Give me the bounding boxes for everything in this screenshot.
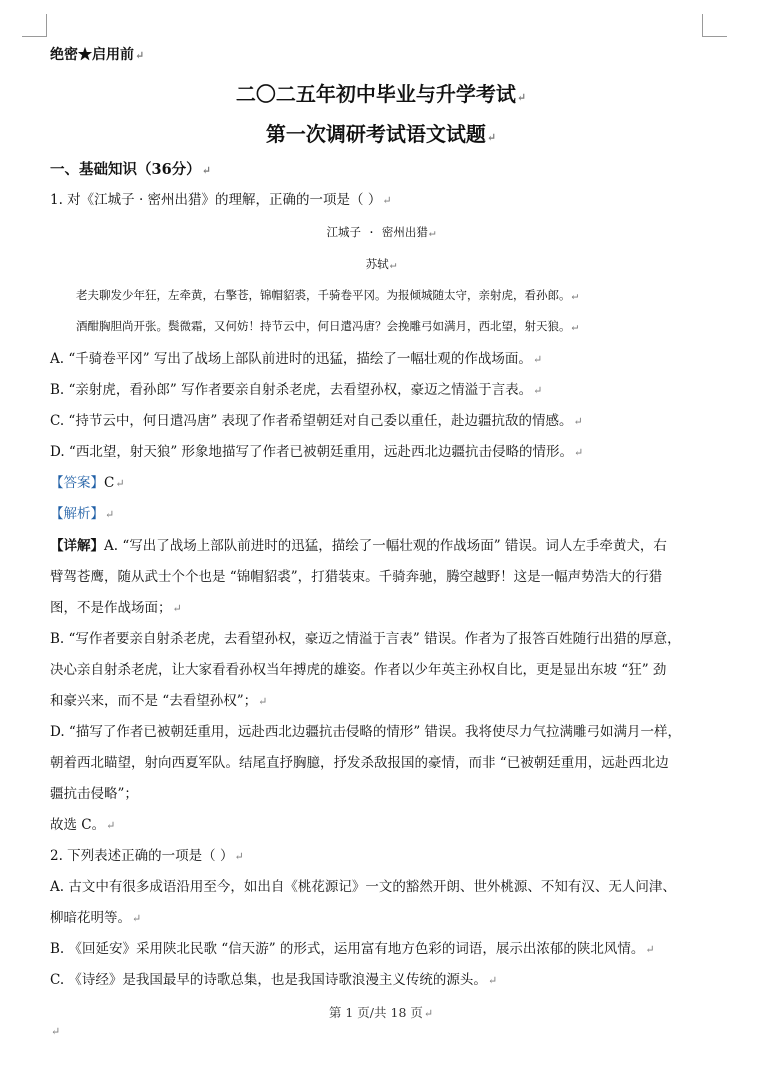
detail-a-line-2: 臂驾苍鹰，随从武士个个也是 “锦帽貂裘”，打猎装束。千骑奔驰，腾空越野！这是一幅声势浩大的行猎 (50, 569, 663, 585)
exam-title: 二〇二五年初中毕业与升学考试↵ (235, 82, 527, 106)
detail-d-line-1: D. “描写了作者已被朝廷重用，远赴西北边疆抗击侵略的情形” 错误。我将使尽力气拉满雕弓如满月一样， (50, 724, 682, 740)
analysis-line: 【解析】↵ (50, 506, 115, 522)
crop-mark-top-left (22, 14, 47, 37)
q2-option-a-line-2: 柳暗花明等。↵ (50, 910, 142, 926)
page-footer: 第 1 页/共 18 页↵ (328, 1005, 434, 1020)
q1-option-c: C. “持节云中，何日遣冯唐” 表现了作者希望朝廷对自己委以重任，赴边疆抗敌的情感。↵ (50, 413, 583, 429)
detail-a-line-3: 图，不是作战场面；↵ (50, 600, 182, 616)
answer-line: 【答案】C↵ (50, 475, 125, 491)
confidential-tag: 绝密★启用前↵ (50, 47, 145, 63)
poem-line-2: 酒酣胸胆尚开张。鬓微霜，又何妨！持节云中，何日遣冯唐？会挽雕弓如满月，西北望，射天狼。↵ (76, 319, 579, 333)
detail-label: 【详解】 (50, 538, 104, 554)
analysis-label: 【解析】 (50, 506, 104, 522)
answer-value: C (104, 475, 115, 491)
poem-title: 江城子 · 密州出猎↵ (326, 225, 436, 239)
q1-option-a: A. “千骑卷平冈” 写出了战场上部队前进时的迅猛，描绘了一幅壮观的作战场面。↵ (50, 351, 543, 367)
trailing-paragraph-mark: ↵ (51, 1025, 61, 1038)
section-heading: 一、基础知识（36分）↵ (50, 161, 211, 178)
exam-subtitle: 第一次调研考试语文试题↵ (265, 122, 497, 146)
q2-option-a-line-1: A. 古文中有很多成语沿用至今，如出自《桃花源记》一文的豁然开朗、世外桃源、不知有汉、无人问津、 (50, 879, 676, 895)
question-2-stem: 2. 下列表述正确的一项是（ ）↵ (50, 848, 244, 864)
q2-option-b: B. 《回延安》采用陕北民歌 “信天游” 的形式，运用富有地方色彩的词语，展示出浓郁的陕北风情。↵ (50, 941, 655, 957)
detail-b-line-1: B. “写作者要亲自射杀老虎，去看望孙权，豪迈之情溢于言表” 错误。作者为了报答百姓随行出猎的厚意， (50, 631, 681, 647)
detail-a-line-1: 【详解】A. “写出了战场上部队前进时的迅猛，描绘了一幅壮观的作战场面” 错误。词人左手牵黄犬，右 (50, 538, 667, 554)
poem-author: 苏轼↵ (365, 257, 397, 271)
conclusion-line: 故选 C。↵ (50, 817, 116, 833)
q1-option-b: B. “亲射虎，看孙郎” 写作者要亲自射杀老虎，去看望孙权，豪迈之情溢于言表。↵ (50, 382, 543, 398)
crop-mark-top-right (702, 14, 727, 37)
detail-b-line-3: 和豪兴来，而不是 “去看望孙权”；↵ (50, 693, 268, 709)
q1-option-d: D. “西北望，射天狼” 形象地描写了作者已被朝廷重用，远赴西北边疆抗击侵略的情形。↵ (50, 444, 584, 460)
detail-b-line-2: 决心亲自射杀老虎，让大家看看孙权当年搏虎的雄姿。作者以少年英主孙权自比，更是显出东坡 “狂” 劲 (50, 662, 667, 678)
detail-d-line-2: 朝着西北瞄望，射向西夏军队。结尾直抒胸臆，抒发杀敌报国的豪情，而非 “已被朝廷重用，远赴西北边 (50, 755, 669, 771)
detail-d-line-3: 疆抗击侵略”； (50, 786, 138, 802)
q2-option-c: C. 《诗经》是我国最早的诗歌总集，也是我国诗歌浪漫主义传统的源头。↵ (50, 972, 498, 988)
answer-label: 【答案】 (50, 475, 104, 491)
question-1-stem: 1. 对《江城子 · 密州出猎》的理解，正确的一项是（ ）↵ (50, 192, 392, 208)
poem-line-1: 老夫聊发少年狂，左牵黄，右擎苍，锦帽貂裘，千骑卷平冈。为报倾城随太守，亲射虎，看孙郎。↵ (76, 288, 579, 302)
